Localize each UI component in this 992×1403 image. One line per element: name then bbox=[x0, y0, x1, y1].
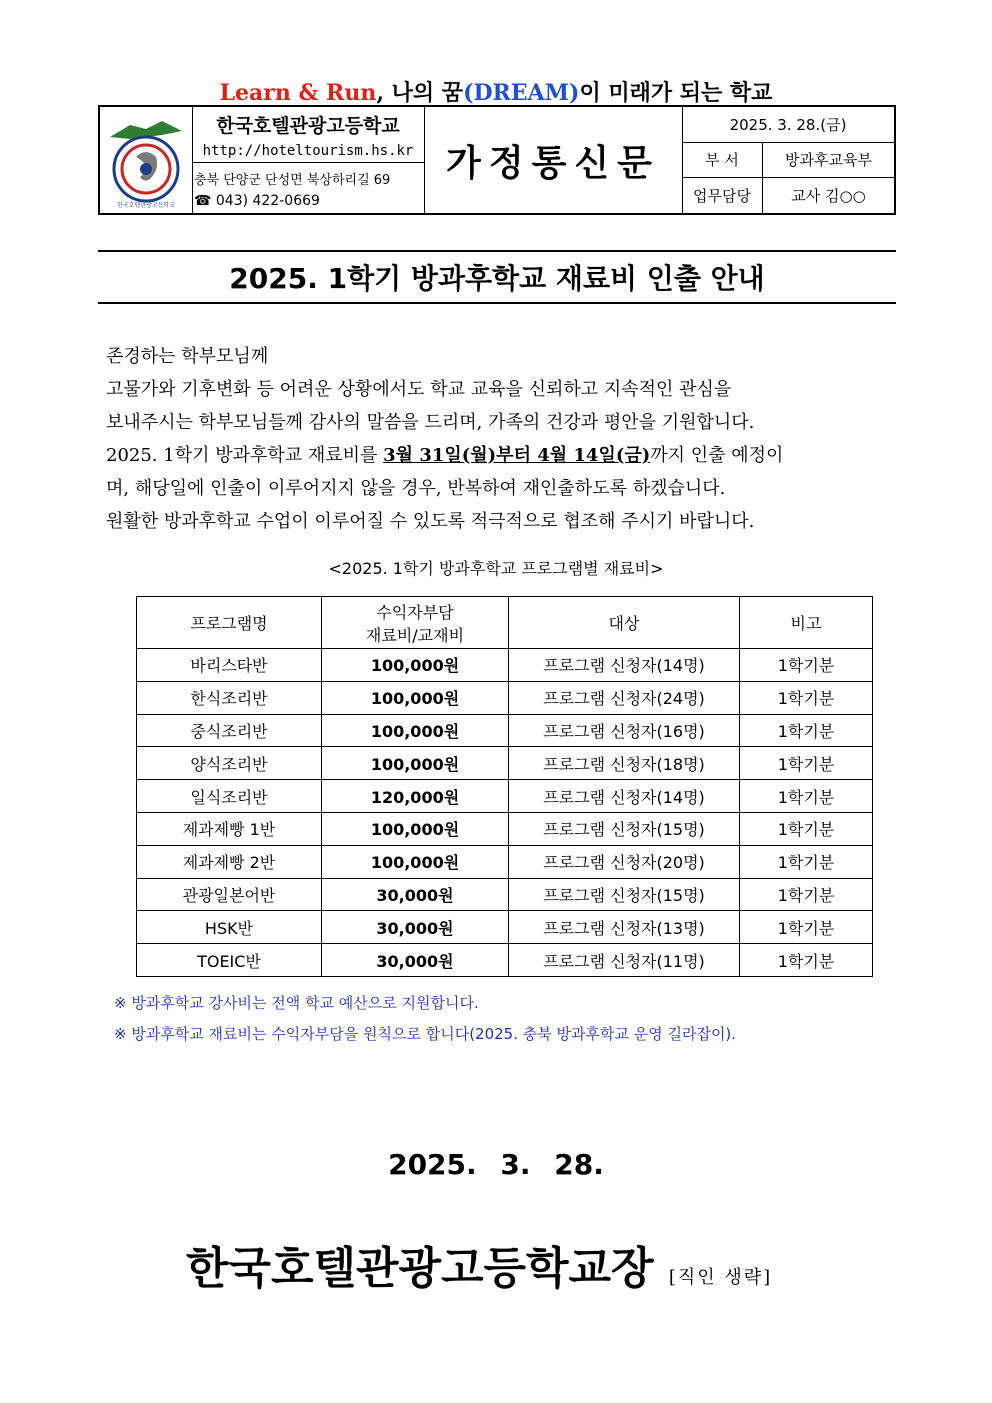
program-fee: 30,000원 bbox=[322, 878, 509, 911]
contact-value: 교사 김○○ bbox=[791, 187, 866, 206]
program-fee: 100,000원 bbox=[322, 681, 509, 714]
program-target: 프로그램 신청자(18명) bbox=[509, 747, 740, 780]
slogan-part2: , 나의 꿈 bbox=[376, 80, 464, 106]
program-fee: 120,000원 bbox=[322, 780, 509, 813]
footnotes bbox=[114, 988, 736, 1050]
slogan-part3: (DREAM) bbox=[463, 80, 580, 106]
contact-label: 업무담당 bbox=[682, 178, 763, 213]
footnote-2: ※ 방과후학교 재료비는 수익자부담을 원칙으로 합니다(2025. 충북 방과후학교 운영 길라잡이). bbox=[114, 1025, 737, 1043]
program-target: 프로그램 신청자(16명) bbox=[509, 714, 740, 747]
table-row bbox=[137, 845, 873, 878]
program-target: 프로그램 신청자(24명) bbox=[509, 681, 740, 714]
body-line-1: 고물가와 기후변화 등 어려운 상황에서도 학교 교육을 신뢰하고 지속적인 관심을 bbox=[106, 379, 732, 400]
issue-date: 2025. 3. 28. bbox=[388, 1148, 604, 1181]
program-fee: 100,000원 bbox=[322, 714, 509, 747]
principal-signature bbox=[186, 1232, 772, 1296]
program-note: 1학기분 bbox=[740, 649, 873, 682]
program-note: 1학기분 bbox=[740, 944, 873, 977]
program-name: 제과제빵 1반 bbox=[137, 812, 322, 845]
program-target: 프로그램 신청자(13명) bbox=[509, 911, 740, 944]
col-header-fee-line2: 재료비/교재비 bbox=[365, 625, 465, 645]
program-name: 일식조리반 bbox=[137, 780, 322, 813]
newsletter-title: 가정통신문 bbox=[424, 107, 683, 213]
table-row bbox=[137, 780, 873, 813]
info-row-date bbox=[682, 107, 894, 142]
program-fee: 100,000원 bbox=[322, 845, 509, 878]
info-row-dept bbox=[682, 142, 894, 178]
program-fee: 100,000원 bbox=[322, 812, 509, 845]
info-row-contact bbox=[682, 178, 894, 213]
program-name: 제과제빵 2반 bbox=[137, 845, 322, 878]
withdrawal-period: 3월 31일(월)부터 4월 14일(금) bbox=[383, 445, 651, 466]
body-line-4: 며, 해당일에 인출이 이루어지지 않을 경우, 반복하여 재인출하도록 하겠습니다. bbox=[106, 478, 726, 499]
table-row bbox=[137, 747, 873, 780]
program-fee: 30,000원 bbox=[322, 944, 509, 977]
dept-value: 방과후교육부 bbox=[763, 142, 895, 178]
school-url-link[interactable]: http://hoteltourism.hs.kr bbox=[202, 143, 414, 159]
body-line-3-b: 까지 인출 예정이 bbox=[650, 445, 784, 466]
col-header-program: 프로그램명 bbox=[137, 597, 322, 649]
table-row bbox=[137, 812, 873, 845]
newsletter-info-table bbox=[682, 107, 894, 213]
seal-omitted-note: [직인 생략] bbox=[668, 1267, 773, 1288]
program-name: 양식조리반 bbox=[137, 747, 322, 780]
newsletter-date: 2025. 3. 28.(금) bbox=[682, 107, 894, 142]
school-slogan bbox=[0, 76, 992, 107]
table-title: <2025. 1학기 방과후학교 프로그램별 재료비> bbox=[328, 559, 664, 578]
table-row bbox=[137, 911, 873, 944]
program-note: 1학기분 bbox=[740, 780, 873, 813]
program-target: 프로그램 신청자(14명) bbox=[509, 649, 740, 682]
greeting: 존경하는 학부모님께 bbox=[106, 346, 269, 367]
school-info-cell bbox=[192, 107, 425, 213]
table-row bbox=[137, 649, 873, 682]
program-target: 프로그램 신청자(15명) bbox=[509, 878, 740, 911]
school-logo-icon bbox=[100, 107, 192, 213]
program-target: 프로그램 신청자(15명) bbox=[509, 812, 740, 845]
document-heading: 2025. 1학기 방과후학교 재료비 인출 안내 bbox=[98, 250, 896, 304]
body-line-2: 보내주시는 학부모님들께 감사의 말씀을 드리며, 가족의 건강과 평안을 기원합니다. bbox=[106, 412, 755, 433]
body-line-3-a: 2025. 1학기 방과후학교 재료비를 bbox=[106, 445, 384, 466]
table-row bbox=[137, 878, 873, 911]
program-name: TOEIC반 bbox=[137, 944, 322, 977]
program-note: 1학기분 bbox=[740, 747, 873, 780]
school-address: 충북 단양군 단성면 북상하리길 69 bbox=[194, 173, 391, 188]
school-name: 한국호텔관광고등학교 bbox=[216, 115, 400, 137]
col-header-fee-line1: 수익자부담 bbox=[376, 602, 454, 622]
slogan-part1: Learn & Run bbox=[219, 80, 377, 106]
principal-title: 한국호텔관광고등학교장 bbox=[186, 1243, 654, 1294]
body-line-5: 원활한 방과후학교 수업이 이루어질 수 있도록 적극적으로 협조해 주시기 바랍니다. bbox=[106, 511, 755, 532]
fee-table-header-row bbox=[137, 597, 873, 649]
dept-label: 부 서 bbox=[682, 142, 763, 178]
fee-table bbox=[136, 596, 873, 977]
program-name: 바리스타반 bbox=[137, 649, 322, 682]
col-header-target: 대상 bbox=[509, 597, 740, 649]
program-fee: 100,000원 bbox=[322, 649, 509, 682]
body-line-3 bbox=[106, 439, 896, 472]
program-note: 1학기분 bbox=[740, 878, 873, 911]
table-row bbox=[137, 714, 873, 747]
col-header-note: 비고 bbox=[740, 597, 873, 649]
footnote-1: ※ 방과후학교 강사비는 전액 학교 예산으로 지원합니다. bbox=[114, 994, 479, 1012]
program-note: 1학기분 bbox=[740, 911, 873, 944]
program-target: 프로그램 신청자(14명) bbox=[509, 780, 740, 813]
table-row bbox=[137, 944, 873, 977]
program-note: 1학기분 bbox=[740, 812, 873, 845]
school-divider bbox=[192, 162, 424, 163]
program-note: 1학기분 bbox=[740, 681, 873, 714]
program-note: 1학기분 bbox=[740, 714, 873, 747]
slogan-part4: 이 미래가 되는 학교 bbox=[579, 80, 773, 106]
program-name: 한식조리반 bbox=[137, 681, 322, 714]
program-name: HSK반 bbox=[137, 911, 322, 944]
program-target: 프로그램 신청자(20명) bbox=[509, 845, 740, 878]
program-note: 1학기분 bbox=[740, 845, 873, 878]
program-target: 프로그램 신청자(11명) bbox=[509, 944, 740, 977]
logo-ring-text: 한국호텔관광고등학교 bbox=[117, 202, 175, 209]
program-name: 중식조리반 bbox=[137, 714, 322, 747]
school-phone: ☎ 043) 422-0669 bbox=[194, 193, 320, 209]
letter-body bbox=[106, 340, 896, 538]
table-row bbox=[137, 681, 873, 714]
program-fee: 100,000원 bbox=[322, 747, 509, 780]
newsletter-header bbox=[98, 105, 896, 215]
school-logo-cell bbox=[100, 107, 193, 213]
program-fee: 30,000원 bbox=[322, 911, 509, 944]
program-name: 관광일본어반 bbox=[137, 878, 322, 911]
col-header-fee bbox=[322, 597, 509, 649]
